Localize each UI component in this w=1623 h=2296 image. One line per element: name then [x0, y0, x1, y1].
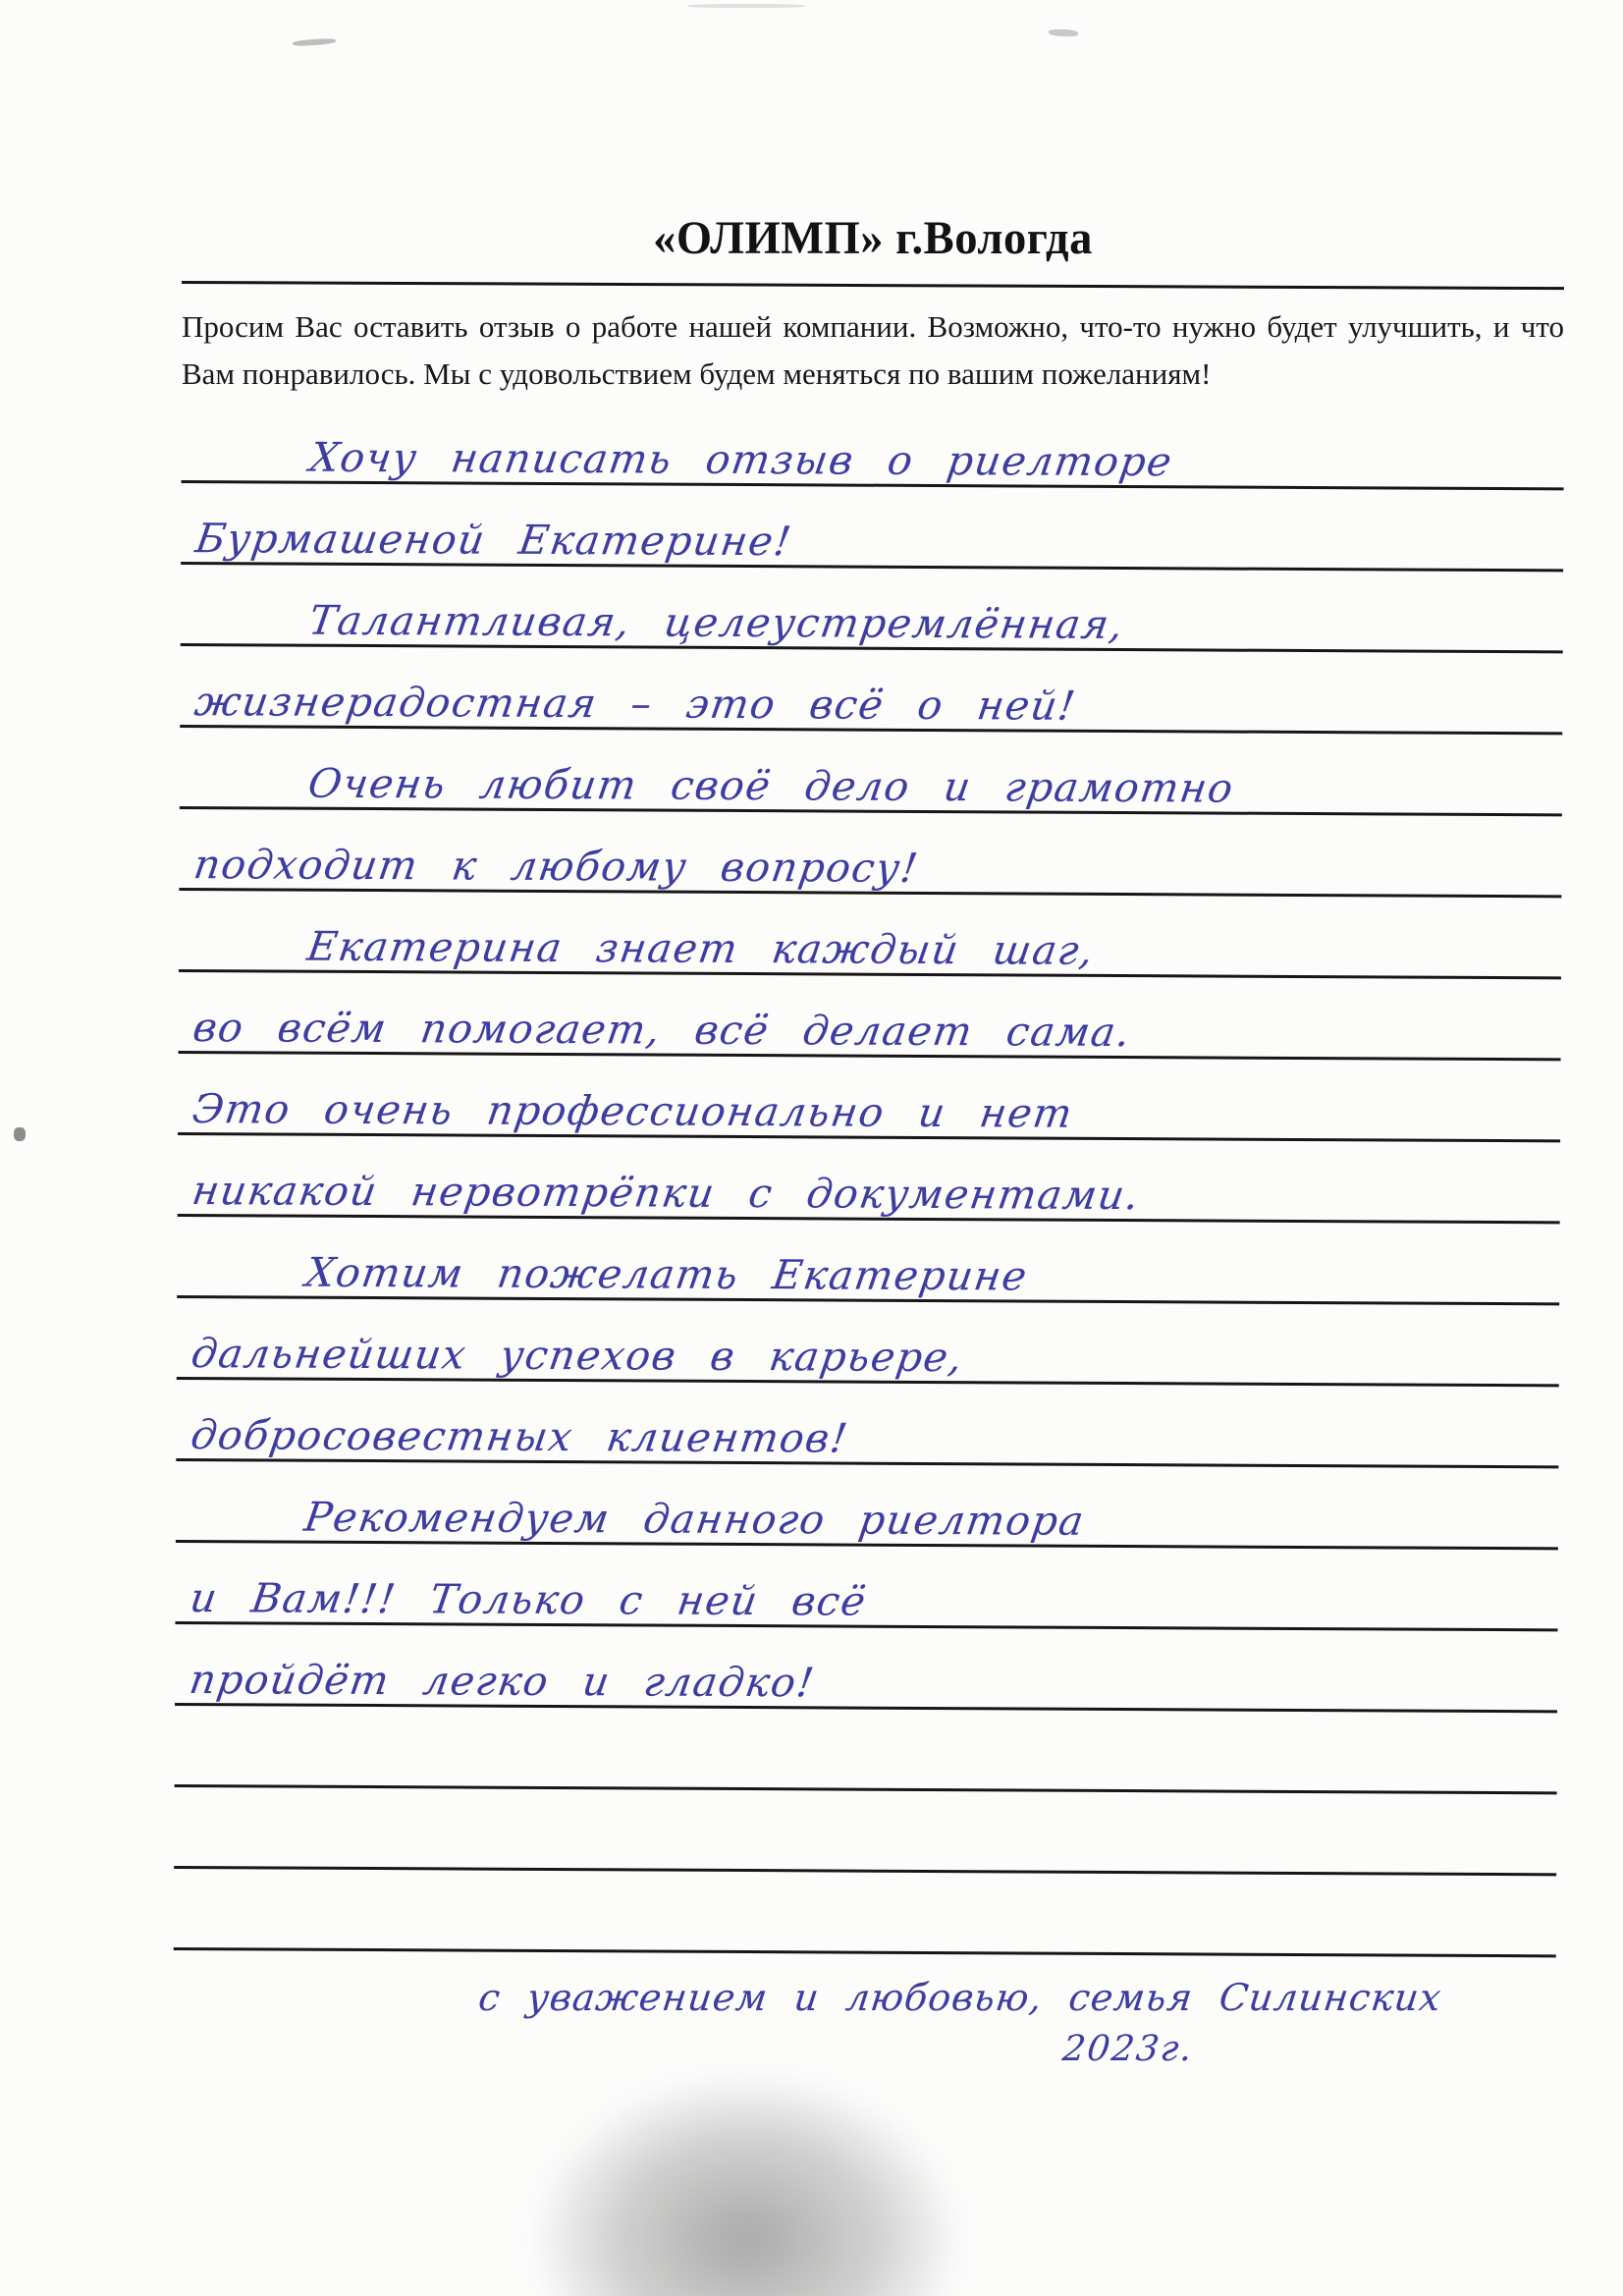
title-underline — [182, 281, 1564, 290]
signature-block — [182, 1976, 1564, 2069]
handwritten-line — [179, 809, 1561, 898]
handwritten-text: Хотим пожелать Екатерине — [302, 1248, 1032, 1300]
handwritten-line — [177, 1298, 1559, 1387]
handwritten-line — [181, 565, 1563, 653]
handwritten-text: пройдёт легко и гладко! — [187, 1656, 819, 1707]
handwritten-text: никакой нервотрёпки с документами. — [189, 1167, 1144, 1220]
handwritten-text: Рекомендуем данного риелтора — [300, 1493, 1089, 1545]
scan-shadow-artifact — [535, 2077, 957, 2296]
handwritten-line — [182, 402, 1564, 490]
date-line: 2023г. — [1060, 2029, 1197, 2070]
ruled-lines — [174, 402, 1564, 1957]
signature-line: с уважением и любовью, семья Силинских — [476, 1976, 1444, 2020]
handwritten-line — [175, 1543, 1557, 1631]
handwritten-text: Бурмашеной Екатерине! — [192, 515, 795, 566]
document-content — [182, 0, 1564, 2069]
handwritten-line — [178, 1135, 1560, 1224]
handwritten-text: Екатерина знает каждый шаг, — [303, 922, 1098, 974]
handwritten-line — [175, 1624, 1557, 1713]
scan-speck — [14, 1127, 26, 1141]
intro-paragraph: Просим Вас оставить отзыв о работе нашей компании. Возможно, что-то нужно будет улучшить, и что Вам понравилось. Мы с удовольствием будем меняться по вашим пожеланиям! — [182, 309, 1564, 392]
handwritten-text: во всём помогает, всё делает сама. — [189, 1004, 1135, 1057]
empty-ruled-line — [174, 1787, 1556, 1876]
handwritten-line — [177, 1217, 1559, 1305]
handwritten-line — [180, 728, 1562, 816]
handwritten-line — [181, 483, 1563, 572]
handwritten-line — [179, 972, 1561, 1061]
empty-ruled-line — [175, 1706, 1557, 1794]
handwritten-line — [176, 1461, 1558, 1550]
handwritten-line — [176, 1380, 1558, 1468]
empty-ruled-line — [174, 1869, 1556, 1957]
handwritten-text: подходит к любому вопросу! — [190, 841, 922, 893]
handwritten-text: дальнейших успехов в карьере, — [188, 1330, 967, 1382]
handwritten-text: и Вам!!! Только с ней всё — [187, 1574, 870, 1625]
handwritten-text: Это очень профессионально и нет — [189, 1085, 1077, 1137]
handwritten-line — [178, 1054, 1560, 1142]
handwritten-text: Талантливая, целеустремлённая, — [305, 596, 1128, 649]
handwritten-text: добросовестных клиентов! — [188, 1411, 852, 1462]
handwritten-text: жизнерадостная – это всё о ней! — [191, 678, 1080, 730]
handwritten-text: Хочу написать отзыв о риелторе — [306, 433, 1176, 486]
company-title: «ОЛИМП» г.Вологда — [653, 212, 1093, 264]
handwritten-line — [180, 646, 1562, 735]
handwritten-line — [179, 891, 1561, 979]
handwritten-text: Очень любит своё дело и грамотно — [304, 759, 1238, 812]
